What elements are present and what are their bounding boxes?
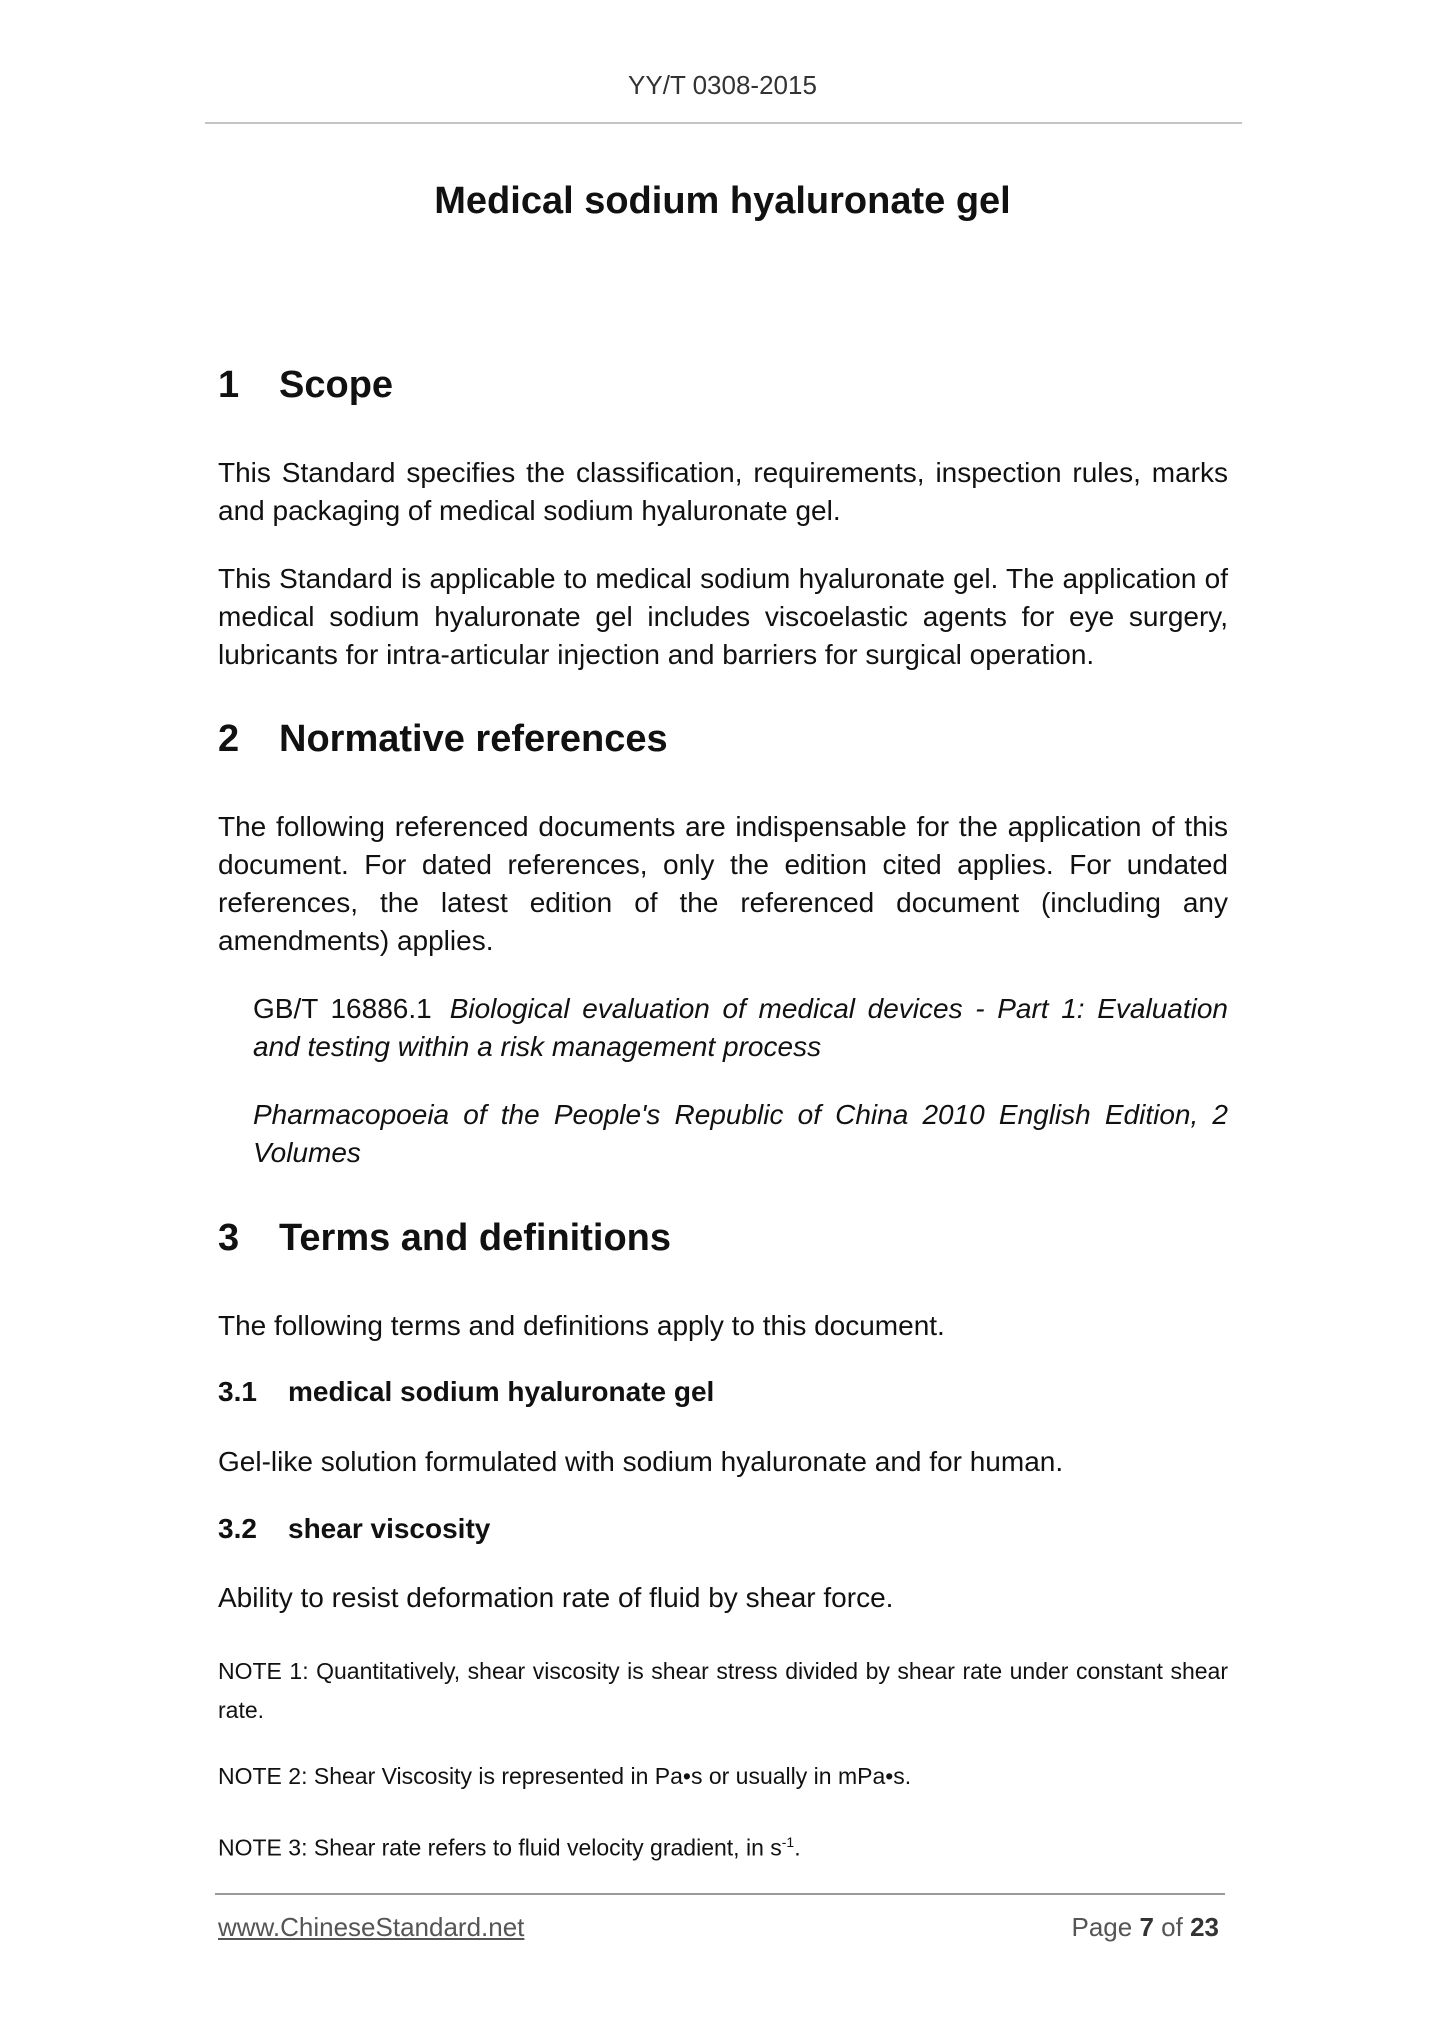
section-heading-terms-and-definitions <box>218 1217 671 1260</box>
page-total: 23 <box>1190 1912 1219 1942</box>
term-title: shear viscosity <box>288 1513 491 1544</box>
term-heading-3-1 <box>218 1376 714 1408</box>
term-definition-3-2: Ability to resist deformation rate of fluid by shear force. <box>218 1582 894 1613</box>
note-1: NOTE 1: Quantitatively, shear viscosity is shear stress divided by shear rate under constant shear rate. <box>218 1658 1228 1723</box>
section-number: 2 <box>218 718 240 760</box>
section-number: 3 <box>218 1217 240 1259</box>
term-number: 3.1 <box>218 1376 257 1407</box>
header-divider <box>205 122 1242 124</box>
note-2: NOTE 2: Shear Viscosity is represented in Pa•s or usually in mPa•s. <box>218 1763 912 1789</box>
reference-pharmacopoeia <box>253 1096 1228 1172</box>
reference-title: Biological evaluation of medical devices - Part 1: Evaluation and testing within a risk management process <box>253 993 1228 1062</box>
footer-divider <box>215 1893 1225 1895</box>
section-heading-normative-references <box>218 718 668 761</box>
page-label: Page <box>1071 1912 1133 1942</box>
note-3-superscript: -1 <box>781 1834 795 1850</box>
note-3-period: . <box>794 1834 801 1861</box>
section-title: Terms and definitions <box>279 1217 672 1259</box>
note-3 <box>218 1823 1228 1868</box>
page-of: of <box>1161 1912 1183 1942</box>
section-number: 1 <box>218 364 240 406</box>
footer-page-number <box>1071 1912 1219 1943</box>
term-title: medical sodium hyaluronate gel <box>288 1376 715 1407</box>
document-title: Medical sodium hyaluronate gel <box>434 180 1011 222</box>
scope-paragraph-1: This Standard specifies the classification, requirements, inspection rules, marks and packaging of medical sodium hyaluronate gel. <box>218 457 1228 526</box>
section-title: Scope <box>279 364 394 406</box>
reference-title: Pharmacopoeia of the People's Republic of China 2010 English Edition, 2 Volumes <box>253 1099 1228 1168</box>
reference-gbt-16886-1 <box>253 990 1228 1066</box>
term-number: 3.2 <box>218 1513 257 1544</box>
page-current: 7 <box>1139 1912 1154 1942</box>
terms-intro: The following terms and definitions apply to this document. <box>218 1310 945 1341</box>
note-3-text: NOTE 3: Shear rate refers to fluid velocity gradient, in s <box>218 1834 782 1861</box>
reference-code: GB/T 16886.1 <box>253 993 432 1024</box>
footer-website-link[interactable]: www.ChineseStandard.net <box>218 1912 525 1942</box>
term-definition-3-1: Gel-like solution formulated with sodium hyaluronate and for human. <box>218 1446 1064 1477</box>
header-document-code: YY/T 0308-2015 <box>628 70 817 100</box>
term-heading-3-2 <box>218 1513 490 1545</box>
scope-paragraph-2: This Standard is applicable to medical sodium hyaluronate gel. The application of medical sodium hyaluronate gel includes viscoelastic agents for eye surgery, lubricants for intra-articular injection and barriers for surgical operation. <box>218 563 1228 670</box>
section-title: Normative references <box>279 718 668 760</box>
section-heading-scope <box>218 364 393 407</box>
normative-paragraph: The following referenced documents are indispensable for the application of this document. For dated references, only the edition cited applies. For undated references, the latest edition of the referenced document (including any amendments) applies. <box>218 811 1228 956</box>
